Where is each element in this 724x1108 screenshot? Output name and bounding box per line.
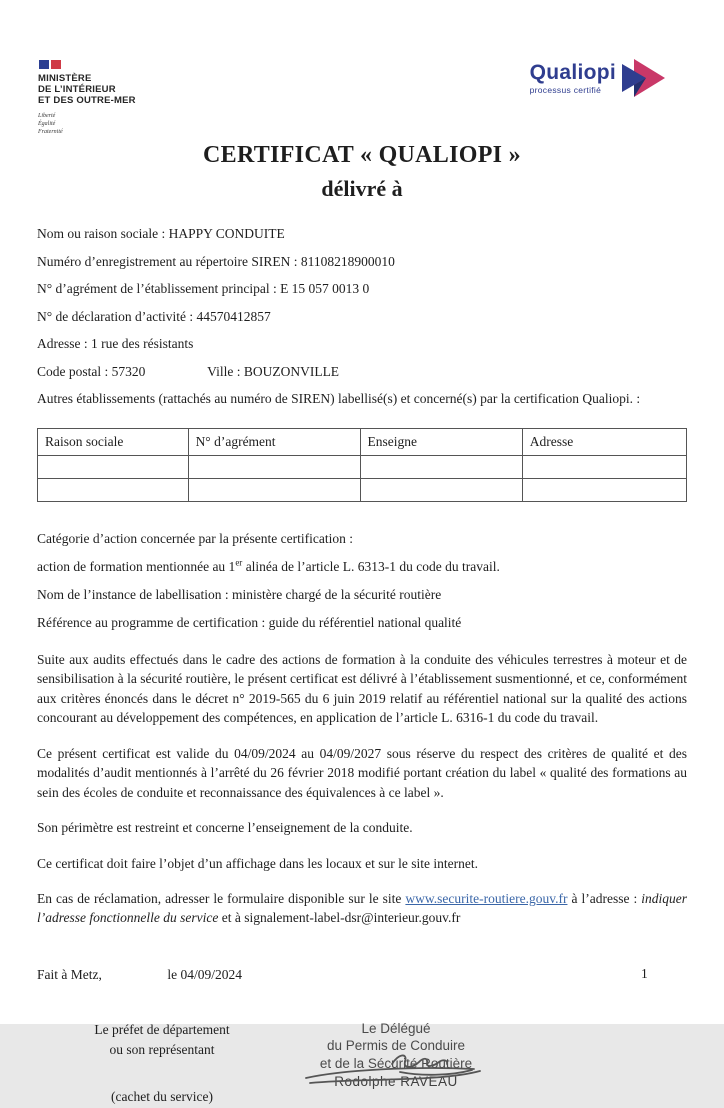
field-siren: Numéro d’enregistrement au répertoire SIREN : 81108218900010 — [37, 253, 395, 269]
paragraph-reclamation: En cas de réclamation, adresser le formulaire disponible sur le site www.securite-routiere.gouv.fr à l’adresse : indiquer l’adresse fonctionnelle du service et à signalement-label-dsr@interieur.gouv.fr — [37, 890, 687, 926]
table-header-row — [38, 429, 687, 456]
table-cell — [360, 479, 522, 502]
qualiopi-subtitle: processus certifié — [529, 84, 602, 95]
table-header-adresse: Adresse — [522, 429, 686, 456]
securite-routiere-link[interactable]: www.securite-routiere.gouv.fr — [405, 890, 568, 906]
signer-name: Rodolphe RAVEAU — [334, 1074, 458, 1090]
field-code-postal: Code postal : 57320 — [37, 363, 146, 379]
table-header-agrement: N° d’agrément — [188, 429, 360, 456]
table-row — [38, 456, 687, 479]
field-declaration-activite: N° de déclaration d’activité : 44570412857 — [37, 308, 271, 324]
field-agrement: N° d’agrément de l’établissement principal : E 15 057 0013 0 — [37, 281, 370, 296]
paragraph-audit: Suite aux audits effectués dans le cadre des actions de formation à la conduite des véhicules terrestres à moteur et de sensibilisation à la sécurité routière, le présent certificat est délivré à l’établissement susmentionné, et ce, conformément aux critères énoncés dans le décret n° 2019-565 du 6 juin 2019 relatif au référentiel national sur la qualité des actions concourant au développement des compétences, en application de l’article L. 6316-1 du code du travail. — [37, 652, 687, 726]
field-raison-sociale: Nom ou raison sociale : HAPPY CONDUITE — [37, 226, 285, 241]
qualiopi-wordmark: Qualiopi — [529, 60, 616, 84]
table-cell — [360, 456, 522, 479]
table-cell — [522, 479, 686, 502]
table-cell — [38, 456, 189, 479]
category-reference: Référence au programme de certification : guide du référentiel national qualité — [37, 615, 462, 630]
paragraph-perimetre: Son périmètre est restreint et concerne l’enseignement de la conduite. — [37, 820, 413, 836]
table-row — [38, 479, 687, 502]
field-autres-etablissements: Autres établissements (rattachés au numéro de SIREN) labellisé(s) et concerné(s) par la certification Qualiopi. : — [37, 391, 641, 406]
ministry-name-line: DE L’INTÉRIEUR — [38, 84, 116, 96]
category-action: action de formation mentionnée au 1er alinéa de l’article L. 6313-1 du code du travail. — [37, 557, 500, 574]
category-instance: Nom de l’instance de labellisation : ministère chargé de la sécurité routière — [37, 587, 442, 602]
paragraph-validity: Ce présent certificat est valide du 04/09/2024 au 04/09/2027 sous réserve du respect des critères de qualité et des modalités d’audit mentionnés à l’arrêté du 26 février 2018 modifié portant création du label « qualité des formations au sein des écoles de conduite et reconnaissance des équivalences à ce label ». — [37, 745, 687, 800]
table-cell — [38, 479, 189, 502]
delegue-line: et de la Sécurité Routière — [319, 1055, 473, 1071]
ministry-name-line: ET DES OUTRE-MER — [38, 95, 136, 107]
delegue-line: du Permis de Conduire — [326, 1038, 466, 1054]
delegue-line: Le Délégué — [361, 1020, 431, 1036]
fait-a-label: Fait à Metz, — [37, 966, 102, 982]
table-cell — [188, 456, 360, 479]
italic-instruction: indiquer l’adresse fonctionnelle du service — [37, 890, 687, 926]
date-label: le 04/09/2024 — [167, 966, 242, 982]
table-header-raison-sociale: Raison sociale — [38, 429, 189, 456]
field-adresse: Adresse : 1 rue des résistants — [37, 336, 194, 351]
etablissements-table — [37, 428, 687, 502]
motto-line: Liberté — [38, 112, 56, 119]
certificate-title: CERTIFICAT « QUALIOPI » — [203, 142, 521, 168]
paragraph-affichage: Ce certificat doit faire l’objet d’un affichage dans les locaux et sur le site internet. — [37, 855, 478, 871]
page-number: 1 — [641, 966, 648, 981]
certificate-subtitle: délivré à — [321, 176, 403, 201]
cachet-label: (cachet du service) — [111, 1089, 213, 1105]
table-cell — [188, 479, 360, 502]
field-ville: Ville : BOUZONVILLE — [207, 363, 340, 379]
prefet-line: Le préfet de département — [94, 1021, 230, 1037]
category-intro: Catégorie d’action concernée par la présente certification : — [37, 531, 353, 546]
ministry-name-line: MINISTÈRE — [38, 73, 92, 84]
table-header-enseigne: Enseigne — [360, 429, 522, 456]
superscript-er: er — [235, 557, 243, 568]
motto-line: Fraternité — [38, 128, 63, 135]
motto-line: Égalité — [38, 120, 56, 127]
prefet-line: ou son représentant — [109, 1042, 215, 1058]
table-cell — [522, 456, 686, 479]
